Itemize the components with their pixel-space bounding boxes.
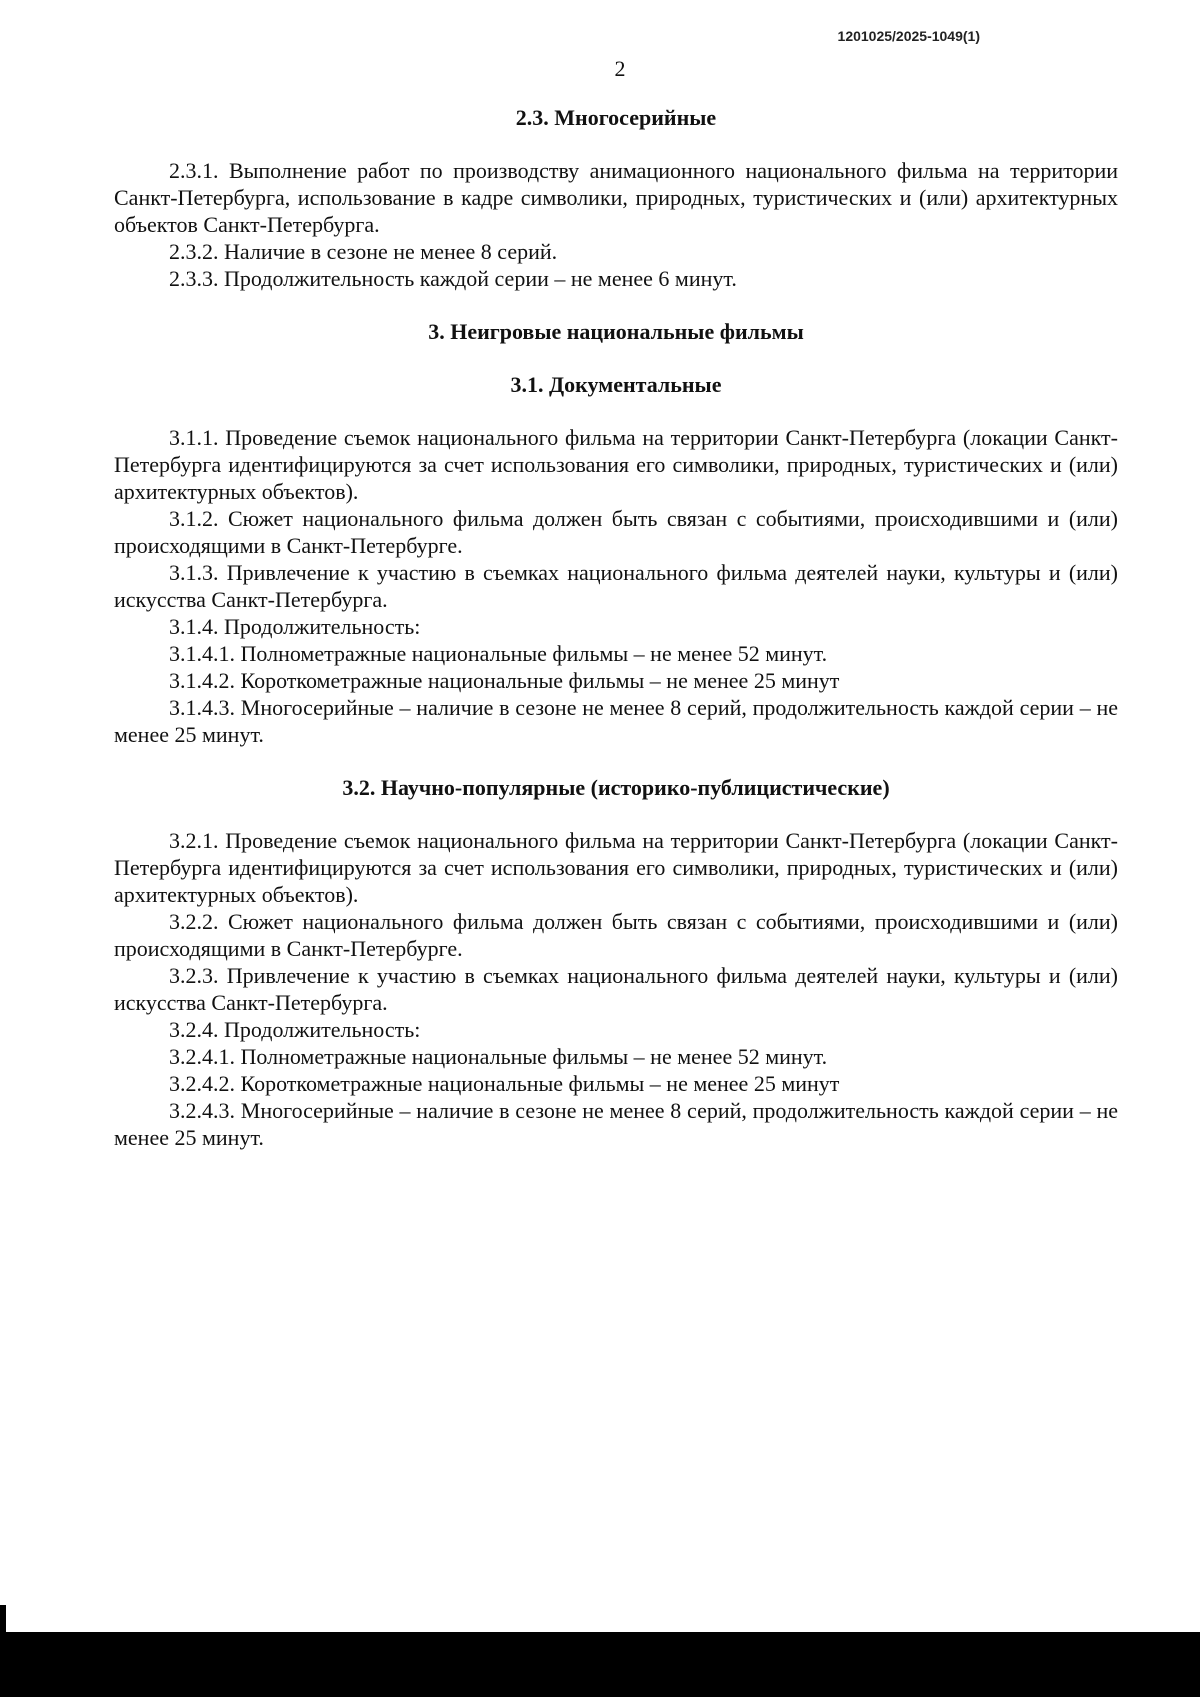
- paragraph-3-1-3: 3.1.3. Привлечение к участию в съемках национального фильма деятелей науки, культуры и (или) искусства Санкт-Петербурга.: [114, 560, 1118, 612]
- document-body: [114, 104, 1118, 1151]
- section-heading-2-3: 2.3. Многосерийные: [515, 105, 717, 130]
- page-number: 2: [614, 56, 626, 81]
- paragraph-3-1-1: 3.1.1. Проведение съемок национального фильма на территории Санкт-Петербурга (локации Санкт-Петербурга идентифицируются за счет использования его символики, природных, туристических и (или) архитектурных объектов).: [114, 425, 1118, 504]
- scan-bottom-border: [0, 1632, 1200, 1697]
- paragraph-2-3-2: 2.3.2. Наличие в сезоне не менее 8 серий.: [169, 239, 558, 264]
- paragraph-3-1-4-3: 3.1.4.3. Многосерийные – наличие в сезоне не менее 8 серий, продолжительность каждой серии – не менее 25 минут.: [114, 695, 1118, 747]
- scan-edge-mark: [0, 1605, 6, 1635]
- paragraph-3-1-4: 3.1.4. Продолжительность:: [169, 614, 421, 639]
- section-heading-3-1: 3.1. Документальные: [510, 372, 722, 397]
- paragraph-3-2-3: 3.2.3. Привлечение к участию в съемках национального фильма деятелей науки, культуры и (или) искусства Санкт-Петербурга.: [114, 963, 1118, 1015]
- paragraph-3-2-4-2: 3.2.4.2. Короткометражные национальные фильмы – не менее 25 минут: [169, 1071, 840, 1096]
- paragraph-3-1-4-1: 3.1.4.1. Полнометражные национальные фильмы – не менее 52 минут.: [169, 641, 828, 666]
- paragraph-2-3-1: 2.3.1. Выполнение работ по производству анимационного национального фильма на территории Санкт-Петербурга, использование в кадре символики, природных, туристических и (или) архитектурных объектов Санкт-Петербурга.: [114, 158, 1118, 237]
- paragraph-2-3-3: 2.3.3. Продолжительность каждой серии – не менее 6 минут.: [169, 266, 737, 291]
- paragraph-3-2-4-3: 3.2.4.3. Многосерийные – наличие в сезоне не менее 8 серий, продолжительность каждой серии – не менее 25 минут.: [114, 1098, 1118, 1150]
- document-id: 1201025/2025-1049(1): [837, 28, 980, 44]
- section-heading-3-2: 3.2. Научно-популярные (историко-публицистические): [342, 775, 890, 800]
- paragraph-3-2-4: 3.2.4. Продолжительность:: [169, 1017, 421, 1042]
- paragraph-3-1-2: 3.1.2. Сюжет национального фильма должен быть связан с событиями, происходившими и (или) происходящими в Санкт-Петербурге.: [114, 506, 1118, 558]
- paragraph-3-2-2: 3.2.2. Сюжет национального фильма должен быть связан с событиями, происходившими и (или) происходящими в Санкт-Петербурге.: [114, 909, 1118, 961]
- section-heading-3: 3. Неигровые национальные фильмы: [428, 319, 804, 344]
- paragraph-3-2-4-1: 3.2.4.1. Полнометражные национальные фильмы – не менее 52 минут.: [169, 1044, 828, 1069]
- paragraph-3-2-1: 3.2.1. Проведение съемок национального фильма на территории Санкт-Петербурга (локации Санкт-Петербурга идентифицируются за счет использования его символики, природных, туристических и (или) архитектурных объектов).: [114, 828, 1118, 907]
- paragraph-3-1-4-2: 3.1.4.2. Короткометражные национальные фильмы – не менее 25 минут: [169, 668, 840, 693]
